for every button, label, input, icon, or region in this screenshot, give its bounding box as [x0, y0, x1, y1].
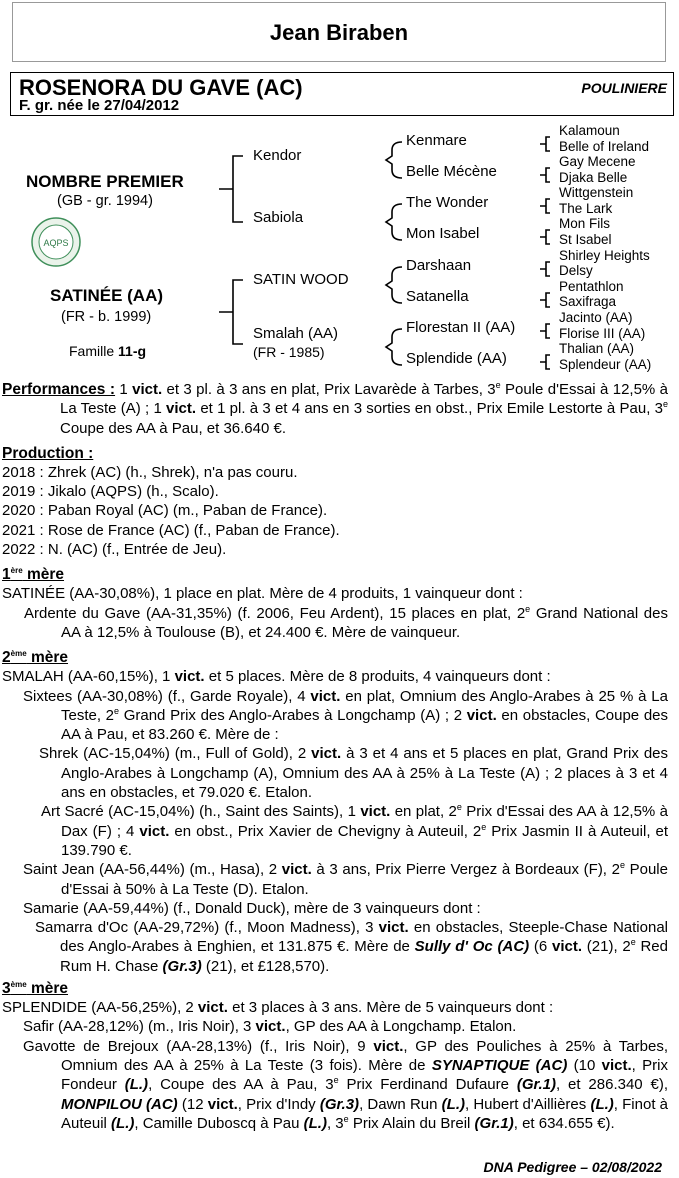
brace-gen2 [378, 200, 404, 244]
breeder-name: Jean Biraben [269, 20, 409, 45]
gen2-name: Smalah (AA) [253, 325, 339, 342]
dam2-line: SMALAH (AA-60,15%), 1 vict. et 5 places. Mère de 8 produits, 4 vainqueurs dont : [2, 668, 551, 686]
production-item: 2021 : Rose de France (AC) (f., Paban de France). [2, 521, 340, 539]
production-item: 2018 : Zhrek (AC) (h., Shrek), n'a pas couru. [2, 463, 298, 481]
dam3-section [2, 979, 668, 1133]
gen3-name: Satanella [406, 288, 469, 305]
header-box [12, 2, 666, 62]
gen4-name: Saxifraga [559, 294, 617, 309]
sire-detail: (GB - gr. 1994) [57, 193, 153, 209]
footer: DNA Pedigree – 02/08/2022 [483, 1159, 662, 1175]
gen2-detail: (FR - 1985) [253, 344, 325, 360]
gen3-name: Florestan II (AA) [406, 319, 516, 336]
horse-name: ROSENORA DU GAVE (AC) [19, 75, 303, 100]
production-section [2, 444, 668, 559]
dam3-offspring: Safir (AA-28,12%) (m., Iris Noir), 3 vict., GP des AA à Longchamp. Etalon. [23, 1018, 517, 1036]
gen4-name: Pentathlon [559, 279, 624, 294]
dam2-offspring: Sixtees (AA-30,08%) (f., Garde Royale), 4 vict. en plat, Omnium des Anglo-Arabes à 25 % à La Teste, 2e Grand Prix des Anglo-Arabes à Longchamp (A) ; 2 vict. en obstacles, Coupe des AA à Pau, et 83.260 €. Mère de : [23, 687, 669, 744]
gen2-name: Sabiola [253, 209, 304, 226]
gen2-name: SATIN WOOD [253, 271, 349, 288]
brace-gen2 [378, 263, 404, 307]
horse-birth: F. gr. née le 27/04/2012 [19, 97, 180, 114]
horse-status: POULINIERE [581, 80, 667, 96]
gen3-name: Belle Mécène [406, 163, 497, 180]
dam3-title: 3ème mère [2, 979, 69, 998]
brace-dam [215, 272, 245, 352]
dam2-grandoffspring: Shrek (AC-15,04%) (m., Full of Gold), 2 vict. à 3 et 4 ans et 5 places en plat, Grand Prix des Anglo-Arabes à Longchamp (A), Omnium des AA à 25% à La Teste (A) ; 2 places à 3 et 4 ans en obstacles, et 79.020 €. Etalon. [39, 745, 669, 802]
gen4-name: Djaka Belle [559, 170, 628, 185]
brace-gen2 [378, 138, 404, 182]
gen4-name: Delsy [559, 263, 593, 278]
production-item: 2020 : Paban Royal (AC) (m., Paban de France). [2, 502, 328, 520]
dam2-section [2, 648, 668, 976]
brace-sire [215, 150, 245, 230]
gen4-name: Wittgenstein [559, 185, 634, 200]
dam-name: SATINÉE (AA) [50, 286, 164, 305]
logo-text: AQPS [43, 238, 69, 248]
gen3-name: Splendide (AA) [406, 350, 507, 367]
dam2-title: 2ème mère [2, 649, 69, 667]
brace-gen3 [536, 286, 556, 316]
gen4-name: Shirley Heights [559, 248, 650, 263]
gen3-name: Darshaan [406, 257, 472, 274]
gen2-name: Kendor [253, 147, 302, 164]
body-text [2, 380, 668, 1133]
performances: Performances : 1 vict. et 3 pl. à 3 ans en plat, Prix Lavarède à Tarbes, 3e Poule d'Essai à 12,5% à La Teste (A) ; 1 vict. et 1 pl. à 3 et 4 ans en 3 sorties en obst., Prix Emile Lestorte à Pau, 3e Coupe des AA à Pau, et 36.640 €. [2, 380, 668, 437]
brace-gen3 [536, 192, 556, 222]
dam2-grandoffspring: Samarra d'Oc (AA-29,72%) (f., Moon Madness), 3 vict. en obstacles, Steeple-Chase National des Anglo-Arabes à Enghien, et 131.875 €. Mère de Sully d' Oc (AC) (6 vict. (21), 2e Red Rum H. Chase (Gr.3) (21), et £128,570). [35, 919, 668, 975]
aqps-logo [30, 216, 82, 268]
dam3-line: SPLENDIDE (AA-56,25%), 2 vict. et 3 places à 3 ans. Mère de 5 vainqueurs dont : [2, 999, 554, 1017]
dam3-offspring: Gavotte de Brejoux (AA-28,13%) (f., Iris Noir), 9 vict., GP des Pouliches à 25% à Tarbes, Omnium des AA à 25% à La Teste (3 fois). Mère de SYNAPTIQUE (AC) (10 vict., Prix Fondeur (L.), Coupe des AA à Pau, 3e Prix Ferdinand Dufaure (Gr.1), et 286.340 €), MONPILOU (AC) (12 vict., Prix d'Indy (Gr.3), Dawn Run (L.), Hubert d'Aillières (L.), Finot à Auteuil (L.), Camille Duboscq à Pau (L.), 3e Prix Alain du Breil (Gr.1), et 634.655 €). [23, 1037, 669, 1132]
gen4-name: Gay Mecene [559, 154, 636, 169]
brace-gen3 [536, 317, 556, 347]
gen4-name: Thalian (AA) [559, 341, 635, 356]
brace-gen2 [378, 325, 404, 369]
gen3-name: The Wonder [406, 194, 489, 211]
gen3-name: Kenmare [406, 132, 467, 149]
gen4-name: St Isabel [559, 232, 612, 247]
gen4-name: Splendeur (AA) [559, 357, 652, 372]
dam1-offspring: Ardente du Gave (AA-31,35%) (f. 2006, Feu Ardent), 15 places en plat, 2e Grand National des AA à 12,5% à Toulouse (B), et 24.400 €. Mère de vainqueur. [24, 603, 668, 641]
production-title: Production : [2, 444, 94, 462]
gen4-name: Jacinto (AA) [559, 310, 633, 325]
production-item: 2019 : Jikalo (AQPS) (h., Scalo). [2, 483, 219, 501]
gen4-name: The Lark [559, 201, 613, 216]
horse-header [10, 72, 674, 116]
gen4-name: Florise III (AA) [559, 326, 646, 341]
dam1-title: 1ère mère [2, 566, 65, 584]
dam1-section [2, 565, 668, 642]
brace-gen3 [536, 161, 556, 191]
gen4-name: Belle of Ireland [559, 139, 650, 154]
dam1-line: SATINÉE (AA-30,08%), 1 place en plat. Mère de 4 produits, 1 vainqueur dont : [2, 585, 523, 603]
dam-detail: (FR - b. 1999) [61, 309, 152, 325]
brace-gen3 [536, 223, 556, 253]
family: Famille 11-g [69, 343, 147, 359]
sire-name: NOMBRE PREMIER [26, 172, 184, 191]
dam2-grandoffspring: Art Sacré (AC-15,04%) (h., Saint des Saints), 1 vict. en plat, 2e Prix d'Essai des AA à 12,5% à Dax (F) ; 4 vict. en obst., Prix Xavier de Chevigny à Auteuil, 2e Prix Jasmin II à Auteuil, et 139.790 €. [41, 802, 668, 859]
gen4-name: Kalamoun [559, 123, 620, 138]
brace-gen3 [536, 255, 556, 285]
gen4-name: Mon Fils [559, 216, 611, 231]
dam2-offspring: Saint Jean (AA-56,44%) (m., Hasa), 2 vict. à 3 ans, Prix Pierre Vergez à Bordeaux (F), 2e Poule d'Essai à 50% à La Teste (D). Etalon. [23, 860, 668, 898]
brace-gen3 [536, 130, 556, 160]
gen3-name: Mon Isabel [406, 225, 480, 242]
brace-gen3 [536, 348, 556, 378]
dam2-offspring: Samarie (AA-59,44%) (f., Donald Duck), mère de 3 vainqueurs dont : [23, 899, 481, 917]
production-item: 2022 : N. (AC) (f., Entrée de Jeu). [2, 541, 227, 559]
